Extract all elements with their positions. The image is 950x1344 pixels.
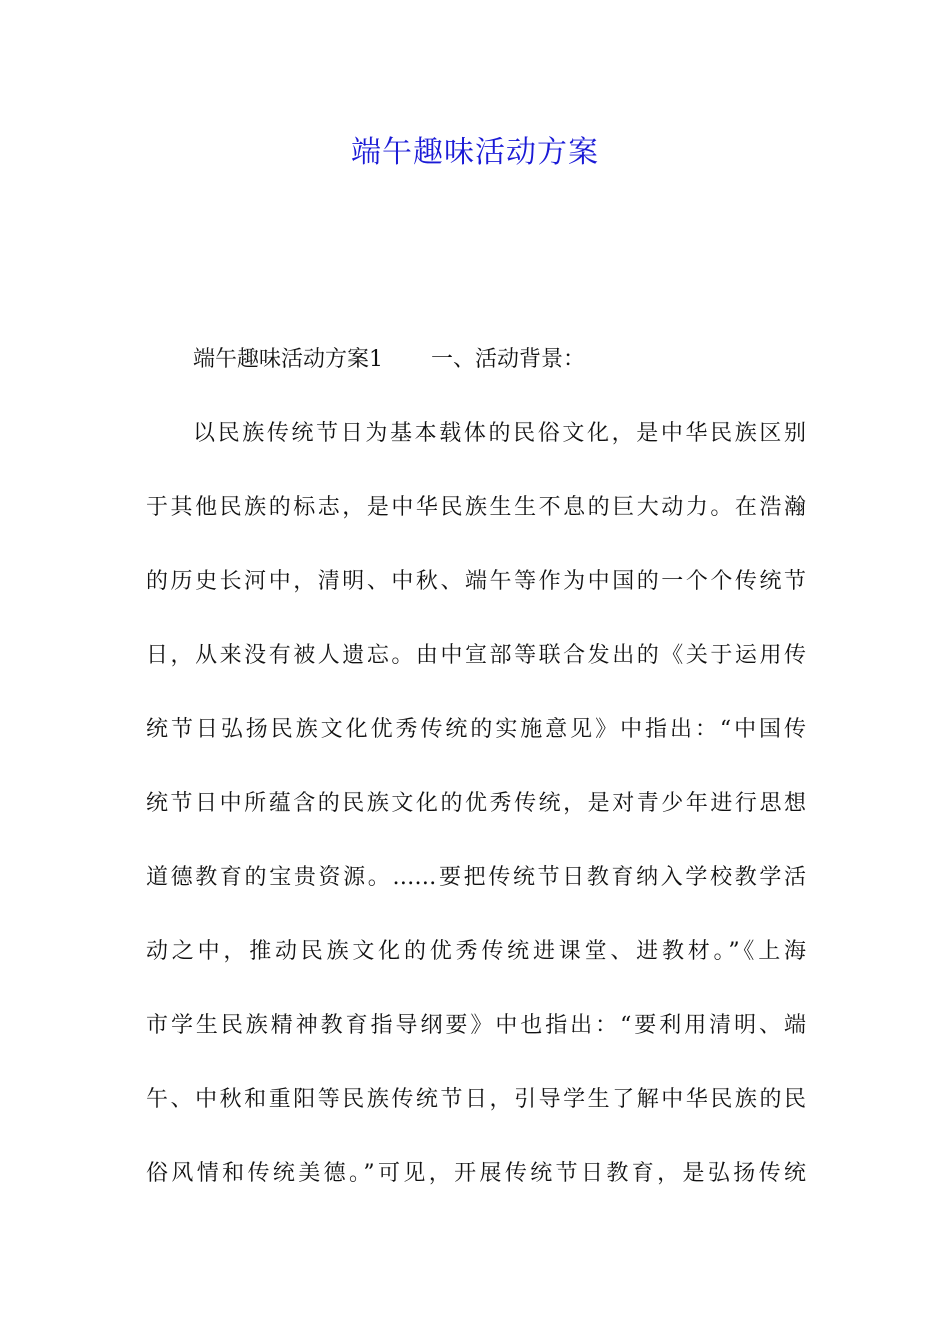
document-body: [146, 340, 806, 1228]
paragraph-line: 市学生民族精神教育指导纲要》中也指出：“要利用清明、端: [146, 1013, 806, 1038]
paragraph-line: 以民族传统节日为基本载体的民俗文化，是中华民族区别: [193, 421, 806, 446]
plan-label: 端午趣味活动方案1: [193, 347, 383, 372]
paragraph-line: 于其他民族的标志，是中华民族生生不息的巨大动力。在浩瀚: [146, 495, 806, 520]
document-title: 端午趣味活动方案: [351, 135, 599, 170]
paragraph-line: 动之中，推动民族文化的优秀传统进课堂、进教材。”《上海: [146, 939, 806, 964]
paragraph-line: 的历史长河中，清明、中秋、端午等作为中国的一个个传统节: [146, 569, 806, 594]
paragraph-line: 统节日中所蕴含的民族文化的优秀传统，是对青少年进行思想: [146, 791, 806, 816]
section-title: 一、活动背景：: [431, 347, 586, 372]
paragraph-line: 道德教育的宝贵资源。……要把传统节日教育纳入学校教学活: [146, 865, 806, 890]
paragraph-line: 日，从来没有被人遗忘。由中宣部等联合发出的《关于运用传: [146, 643, 806, 668]
paragraph-line: 统节日弘扬民族文化优秀传统的实施意见》中指出：“中国传: [146, 717, 806, 742]
section-heading-line: [146, 340, 806, 414]
paragraph-line: 俗风情和传统美德。”可见，开展传统节日教育，是弘扬传统: [146, 1161, 806, 1186]
paragraph-line: 午、中秋和重阳等民族传统节日，引导学生了解中华民族的民: [146, 1087, 806, 1112]
